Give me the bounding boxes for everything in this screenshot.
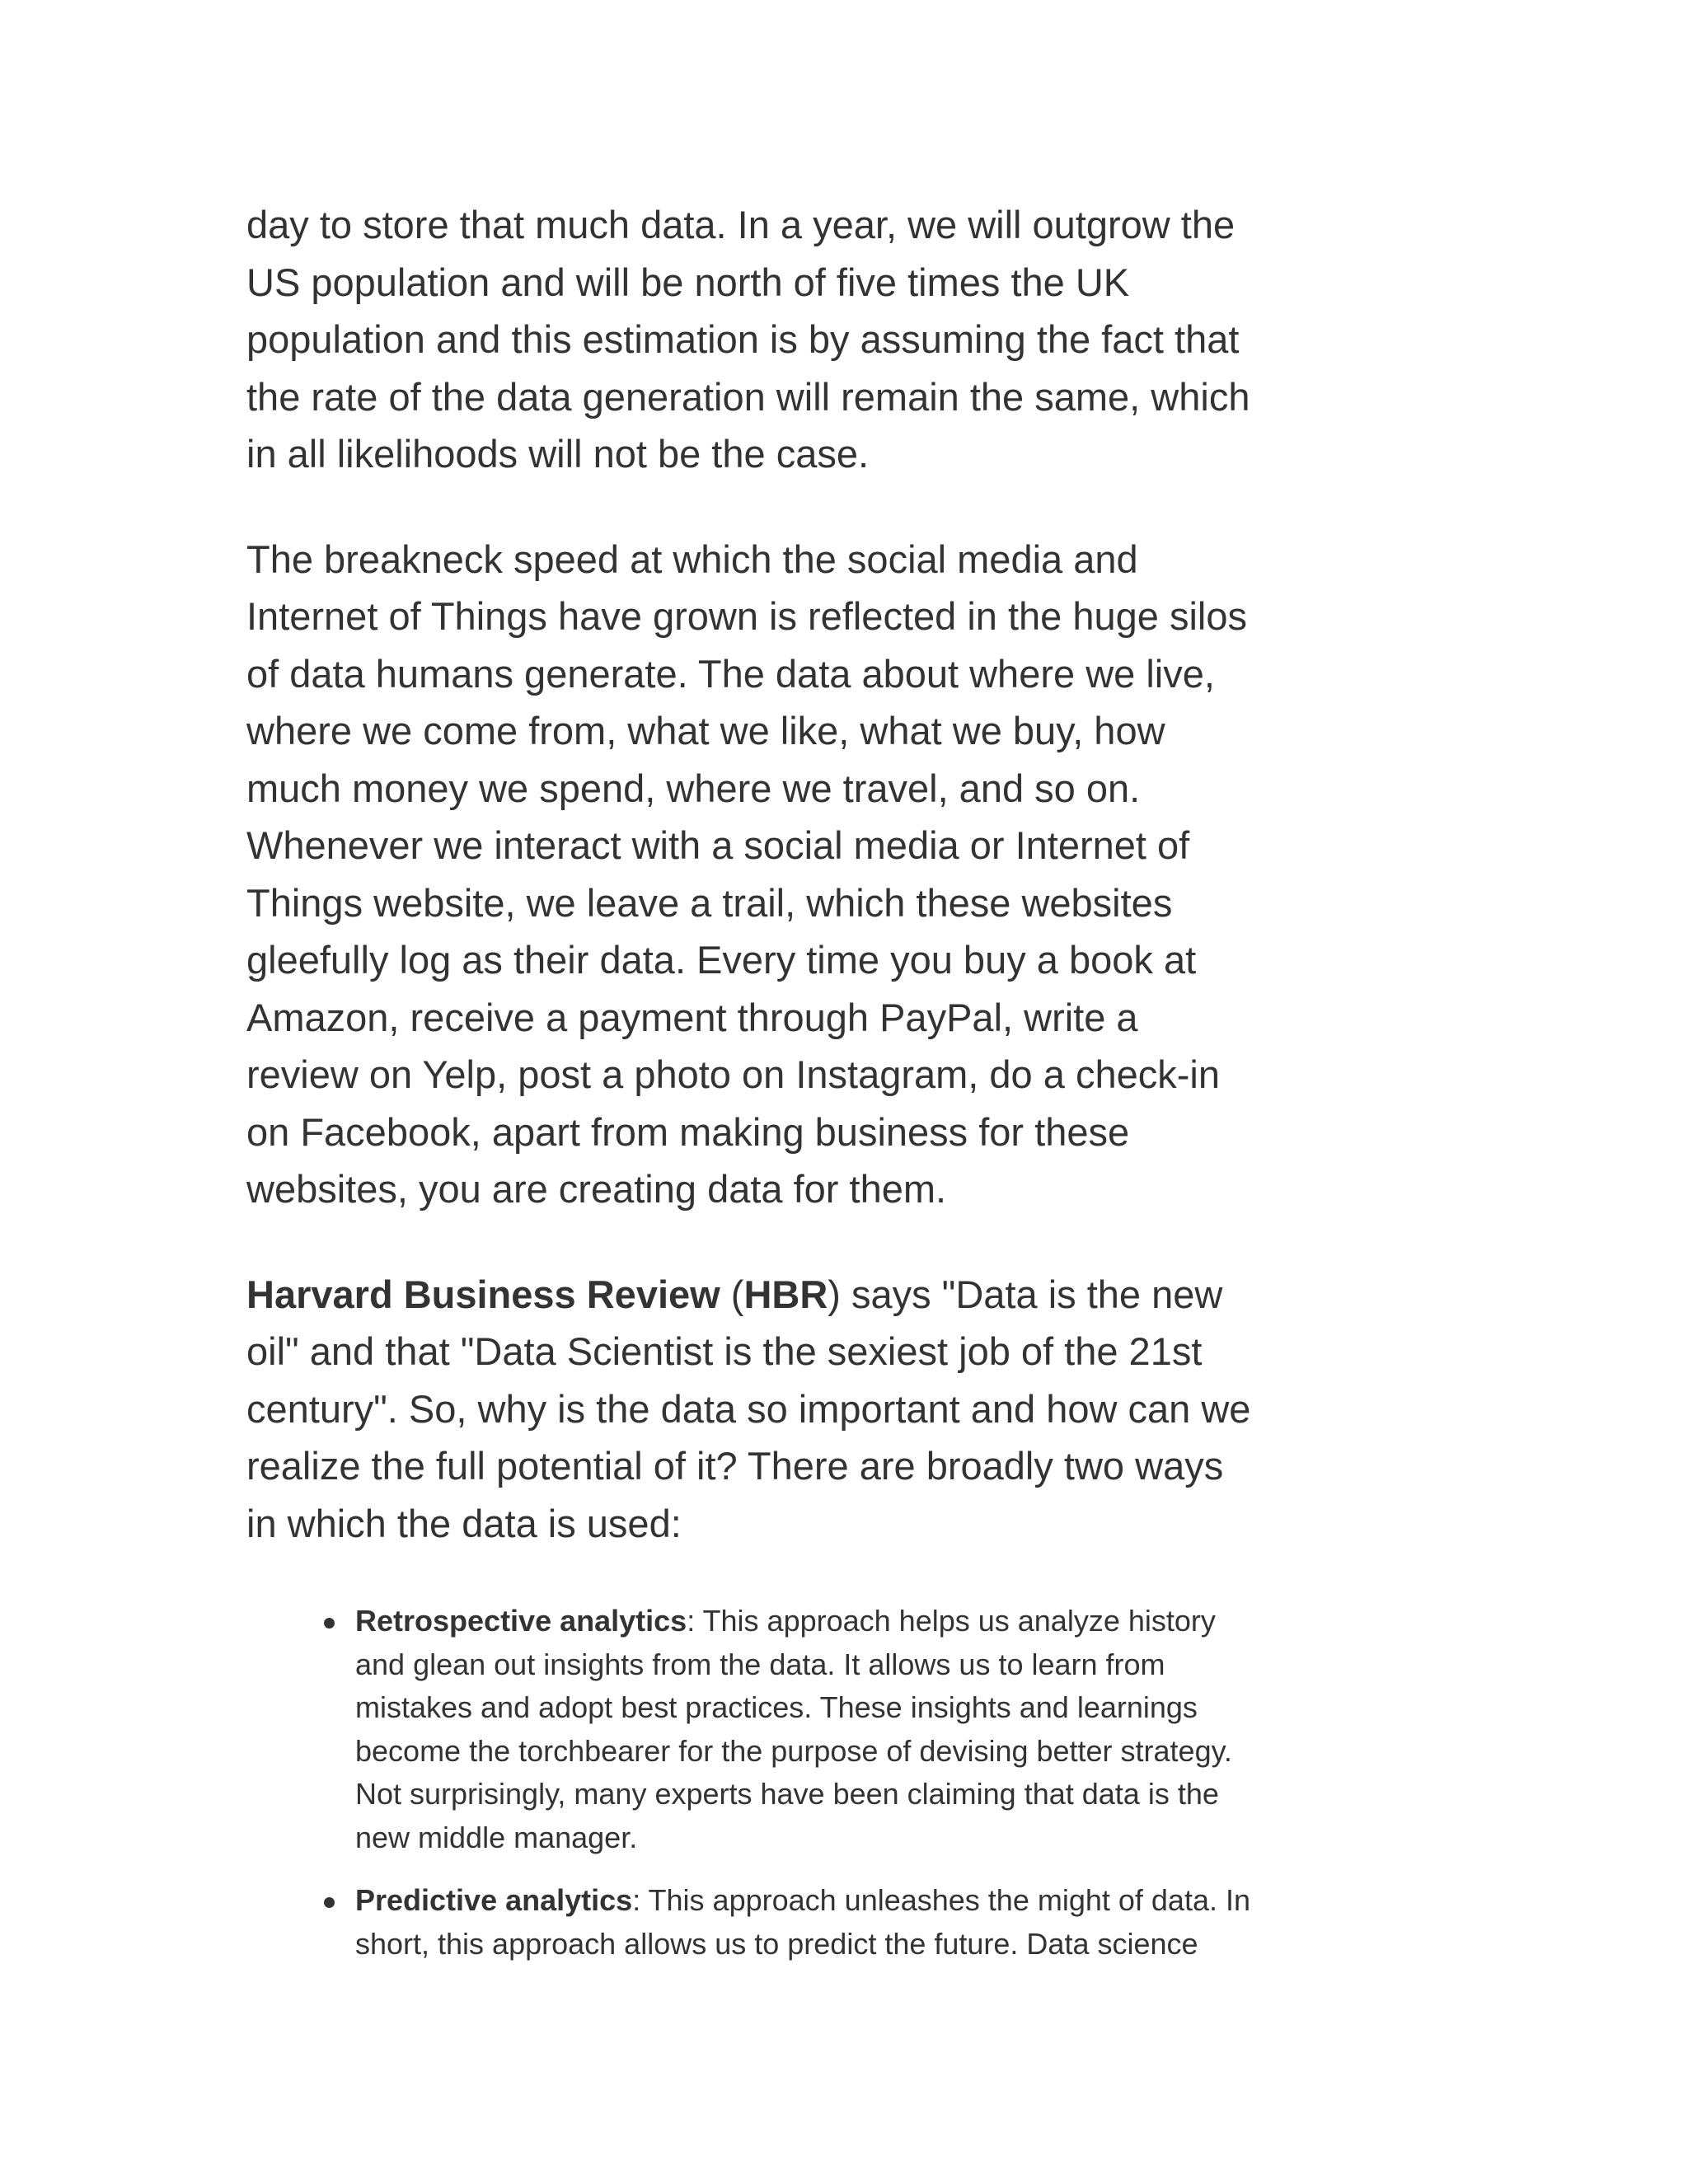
paragraph-data-growth: day to store that much data. In a year, we will outgrow the US population and will be north of five times the UK population and this estimation is by assuming the fact that the rate of the data generation will remain the same, which in all likelihoods will not be the case.	[246, 203, 1250, 476]
paragraph-social-media: The breakneck speed at which the social media and Internet of Things have grown is reflected in the huge silos of data humans generate. The data about where we live, where we come from, what we like, what we buy, how much money we spend, where we travel, and so on. Whenever we interact with a social media or Internet of Things website, we leave a trail, which these websites gleefully log as their data. Every time you buy a book at Amazon, receive a payment through PayPal, write a review on Yelp, post a photo on Instagram, do a check-in on Facebook, apart from making business for these websites, you are creating data for them.	[246, 537, 1248, 1211]
analytics-list	[246, 1600, 1270, 1966]
paragraph-hbr-text-2: ) says "Data is the new oil" and that "Data Scientist is the sexiest job of the 21st century". So, why is the data so important and how can we realize the full potential of it? There are broadly two ways in which the data is used:	[246, 1272, 1251, 1545]
list-item-term: Predictive analytics	[355, 1883, 633, 1917]
hbr-title: Harvard Business Review	[246, 1272, 720, 1316]
list-item-term: Retrospective analytics	[355, 1604, 687, 1638]
list-item	[355, 1600, 1270, 1859]
hbr-abbrev: HBR	[743, 1272, 828, 1316]
list-item	[355, 1879, 1270, 1966]
paragraph-hbr	[246, 1266, 1260, 1553]
paragraph-hbr-text-1: (	[720, 1272, 744, 1316]
list-item-text: : This approach unleashes the might of data. In short, this approach allows us to predict the future. Data science	[355, 1883, 1250, 1961]
bullet-icon	[324, 1897, 335, 1908]
list-item-text: : This approach helps us analyze history and glean out insights from the data. It allows us to learn from mistakes and adopt best practices. These insights and learnings become the torchbearer for the purpose of devising better strategy. Not surprisingly, many experts have been claiming that data is the new middle manager.	[355, 1604, 1232, 1854]
document-page	[246, 196, 1260, 1985]
bullet-icon	[324, 1618, 335, 1629]
